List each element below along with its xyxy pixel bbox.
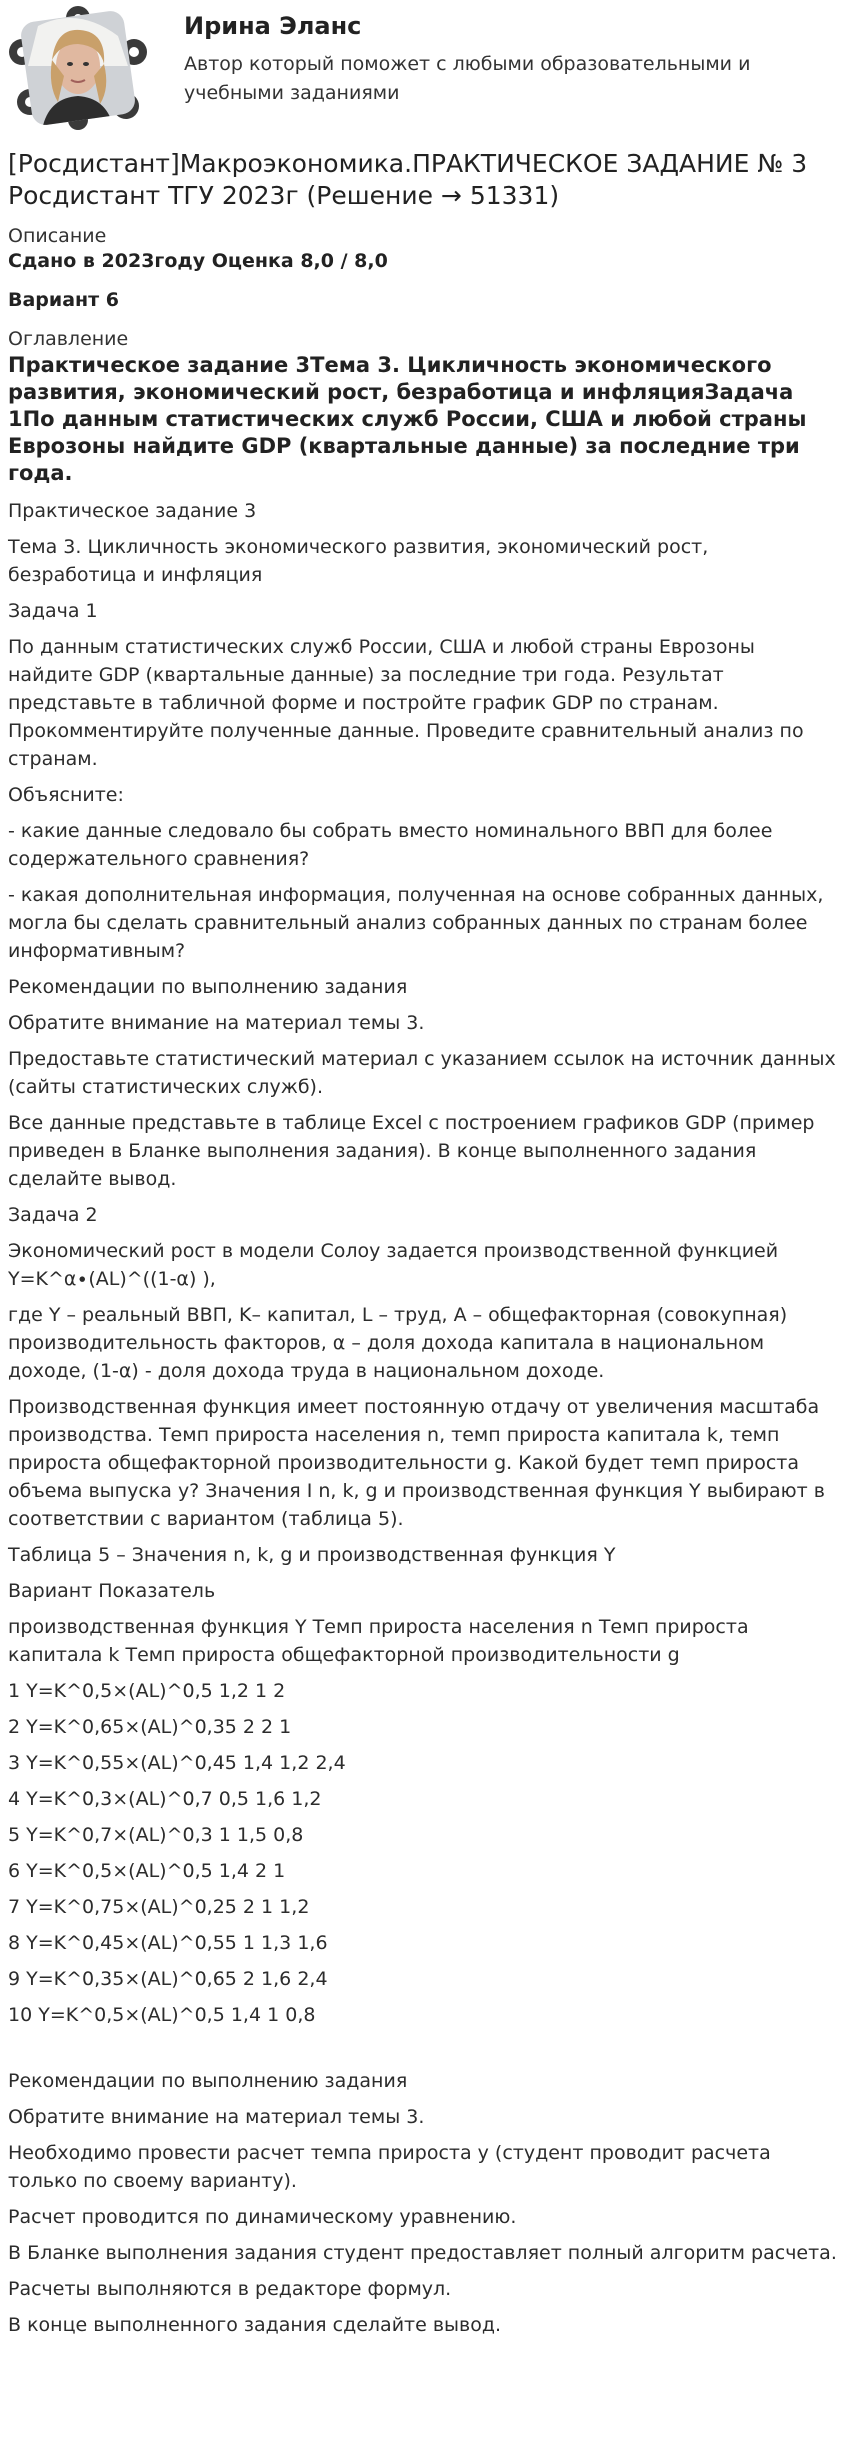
paragraph: 2 Y=K^0,65×(AL)^0,35 2 2 1 bbox=[8, 1716, 292, 1738]
paragraph: 3 Y=K^0,55×(AL)^0,45 1,4 1,2 2,4 bbox=[8, 1752, 346, 1774]
paragraph: 7 Y=K^0,75×(AL)^0,25 2 1 1,2 bbox=[8, 1896, 310, 1918]
paragraph: - какие данные следовало бы собрать вместо номинального ВВП для более содержательного сравнения? bbox=[8, 820, 773, 870]
submitted-grade: Сдано в 2023году Оценка 8,0 / 8,0 bbox=[8, 250, 388, 272]
paragraph: Обратите внимание на материал темы 3. bbox=[8, 1012, 425, 1034]
paragraph: Вариант Показатель bbox=[8, 1580, 216, 1602]
paragraph: - какая дополнительная информация, полученная на основе собранных данных, могла бы сделать сравнительный анализ собранных данных по странам более информативным? bbox=[8, 884, 824, 962]
paragraph: 9 Y=K^0,35×(AL)^0,65 2 1,6 2,4 bbox=[8, 1968, 328, 1990]
paragraph: 5 Y=K^0,7×(AL)^0,3 1 1,5 0,8 bbox=[8, 1824, 304, 1846]
paragraph: Расчет проводится по динамическому уравнению. bbox=[8, 2206, 517, 2228]
paragraph: Обратите внимание на материал темы 3. bbox=[8, 2106, 425, 2128]
paragraph: В Бланке выполнения задания студент предоставляет полный алгоритм расчета. bbox=[8, 2242, 837, 2264]
paragraph: Практическое задание 3 bbox=[8, 500, 257, 522]
paragraph: В конце выполненного задания сделайте вывод. bbox=[8, 2314, 502, 2336]
description-label: Описание bbox=[8, 225, 107, 247]
avatar-image bbox=[8, 6, 148, 130]
paragraph: Тема 3. Цикличность экономического развития, экономический рост, безработица и инфляция bbox=[8, 536, 709, 586]
paragraph: Рекомендации по выполнению задания bbox=[8, 2070, 408, 2092]
paragraph: 8 Y=K^0,45×(AL)^0,55 1 1,3 1,6 bbox=[8, 1932, 328, 1954]
paragraph: производственная функция Y Темп прироста населения n Темп прироста капитала k Темп прироста общефакторной производительности g bbox=[8, 1616, 749, 1666]
author-name[interactable]: Ирина Эланс bbox=[184, 12, 362, 40]
author-description: Автор который поможет с любыми образовательными и учебными заданиями bbox=[184, 53, 751, 104]
paragraph: 4 Y=K^0,3×(AL)^0,7 0,5 1,6 1,2 bbox=[8, 1788, 322, 1810]
paragraph: Задача 2 bbox=[8, 1204, 98, 1226]
paragraph: Необходимо провести расчет темпа прироста y (студент проводит расчета только по своему варианту). bbox=[8, 2142, 771, 2192]
paragraph: Рекомендации по выполнению задания bbox=[8, 976, 408, 998]
document-title: [Росдистант]Макроэкономика.ПРАКТИЧЕСКОЕ ЗАДАНИЕ № 3 Росдистант ТГУ 2023г (Решение → 51331) bbox=[8, 149, 808, 210]
document-content bbox=[8, 148, 838, 2347]
task-text bbox=[8, 497, 838, 2029]
toc-label: Оглавление bbox=[8, 328, 129, 350]
paragraph: где Y – реальный ВВП, K– капитал, L – труд, A – общефакторная (совокупная) производительность факторов, α – доля дохода капитала в национальном доходе, (1-α) - доля дохода труда в национальном доходе. bbox=[8, 1304, 788, 1382]
author-header bbox=[0, 0, 847, 130]
paragraph: Расчеты выполняются в редакторе формул. bbox=[8, 2278, 452, 2300]
paragraph: Производственная функция имеет постоянную отдачу от увеличения масштаба производства. Темп прироста населения n, темп прироста капитала k, темп прироста общефакторной производительности g. Какой будет темп прироста объема выпуска y? Значения I n, k, g и производственная функция Y выбирают в соответствии с вариантом (таблица 5). bbox=[8, 1396, 825, 1530]
avatar[interactable] bbox=[8, 6, 148, 130]
variant-label: Вариант 6 bbox=[8, 289, 120, 311]
paragraph: Объясните: bbox=[8, 784, 124, 806]
paragraph: 10 Y=K^0,5×(AL)^0,5 1,4 1 0,8 bbox=[8, 2004, 316, 2026]
paragraph: 6 Y=K^0,5×(AL)^0,5 1,4 2 1 bbox=[8, 1860, 286, 1882]
paragraph: Все данные представьте в таблице Excel с построением графиков GDP (пример приведен в Бланке выполнения задания). В конце выполненного задания сделайте вывод. bbox=[8, 1112, 815, 1190]
paragraph: Задача 1 bbox=[8, 600, 98, 622]
paragraph: Экономический рост в модели Солоу задается производственной функцией Y=K^α∙(AL)^((1-α) ), bbox=[8, 1240, 779, 1290]
paragraph: 1 Y=K^0,5×(AL)^0,5 1,2 1 2 bbox=[8, 1680, 286, 1702]
paragraph: По данным статистических служб России, США и любой страны Еврозоны найдите GDP (квартальные данные) за последние три года. Результат представьте в табличной форме и постройте график GDP по странам. Прокомментируйте полученные данные. Проведите сравнительный анализ по странам. bbox=[8, 636, 804, 770]
recommendations-text bbox=[8, 2067, 838, 2339]
toc-heading: Практическое задание 3Тема 3. Цикличность экономического развития, экономический рост, безработица и инфляцияЗадача 1По данным статистических служб России, США и любой страны Еврозоны найдите GDP (квартальные данные) за последние три года. bbox=[8, 353, 807, 485]
paragraph: Таблица 5 – Значения n, k, g и производственная функция Y bbox=[8, 1544, 616, 1566]
paragraph: Предоставьте статистический материал с указанием ссылок на источник данных (сайты статистических служб). bbox=[8, 1048, 836, 1098]
